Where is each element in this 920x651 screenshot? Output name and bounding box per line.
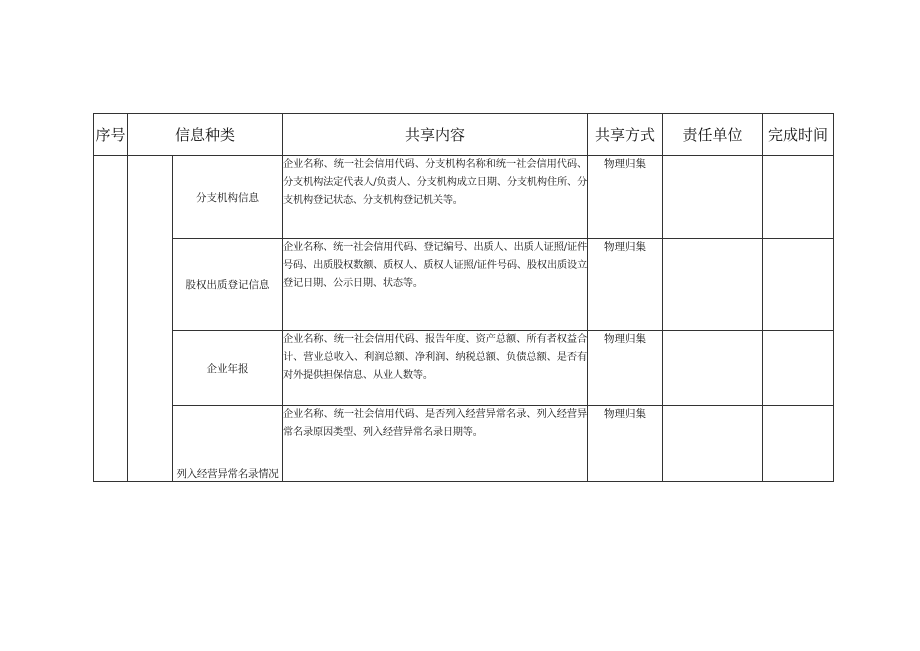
info-sharing-table <box>93 113 834 482</box>
header-index: 序号 <box>94 114 128 156</box>
unit-cell <box>663 331 763 406</box>
category-group-cell <box>128 156 173 482</box>
time-cell <box>763 156 834 239</box>
header-content: 共享内容 <box>283 114 588 156</box>
time-cell <box>763 406 834 482</box>
method-cell: 物理归集 <box>588 239 663 331</box>
header-time: 完成时间 <box>763 114 834 156</box>
content-cell: 企业名称、统一社会信用代码、分支机构名称和统一社会信用代码、分支机构法定代表人/负责人、分支机构成立日期、分支机构住所、分支机构登记状态、分支机构登记机关等。 <box>283 156 588 239</box>
header-row <box>94 114 834 156</box>
method-cell: 物理归集 <box>588 406 663 482</box>
method-cell: 物理归集 <box>588 156 663 239</box>
table-row <box>94 239 834 331</box>
header-unit: 责任单位 <box>663 114 763 156</box>
unit-cell <box>663 239 763 331</box>
time-cell <box>763 239 834 331</box>
time-cell <box>763 331 834 406</box>
content-cell: 企业名称、统一社会信用代码、登记编号、出质人、出质人证照/证件号码、出质股权数额、质权人、质权人证照/证件号码、股权出质设立登记日期、公示日期、状态等。 <box>283 239 588 331</box>
header-method: 共享方式 <box>588 114 663 156</box>
header-category: 信息种类 <box>128 114 283 156</box>
index-cell <box>94 156 128 482</box>
unit-cell <box>663 406 763 482</box>
category-cell: 股权出质登记信息 <box>173 239 283 331</box>
category-cell: 分支机构信息 <box>173 156 283 239</box>
category-cell: 企业年报 <box>173 331 283 406</box>
content-cell: 企业名称、统一社会信用代码、报告年度、资产总额、所有者权益合计、营业总收入、利润总额、净利润、纳税总额、负债总额、是否有对外提供担保信息、从业人数等。 <box>283 331 588 406</box>
content-cell: 企业名称、统一社会信用代码、是否列入经营异常名录、列入经营异常名录原因类型、列入经营异常名录日期等。 <box>283 406 588 482</box>
unit-cell <box>663 156 763 239</box>
table-row <box>94 156 834 239</box>
table-row <box>94 406 834 482</box>
method-cell: 物理归集 <box>588 331 663 406</box>
table-row <box>94 331 834 406</box>
category-cell: 列入经营异常名录情况 <box>173 406 283 482</box>
